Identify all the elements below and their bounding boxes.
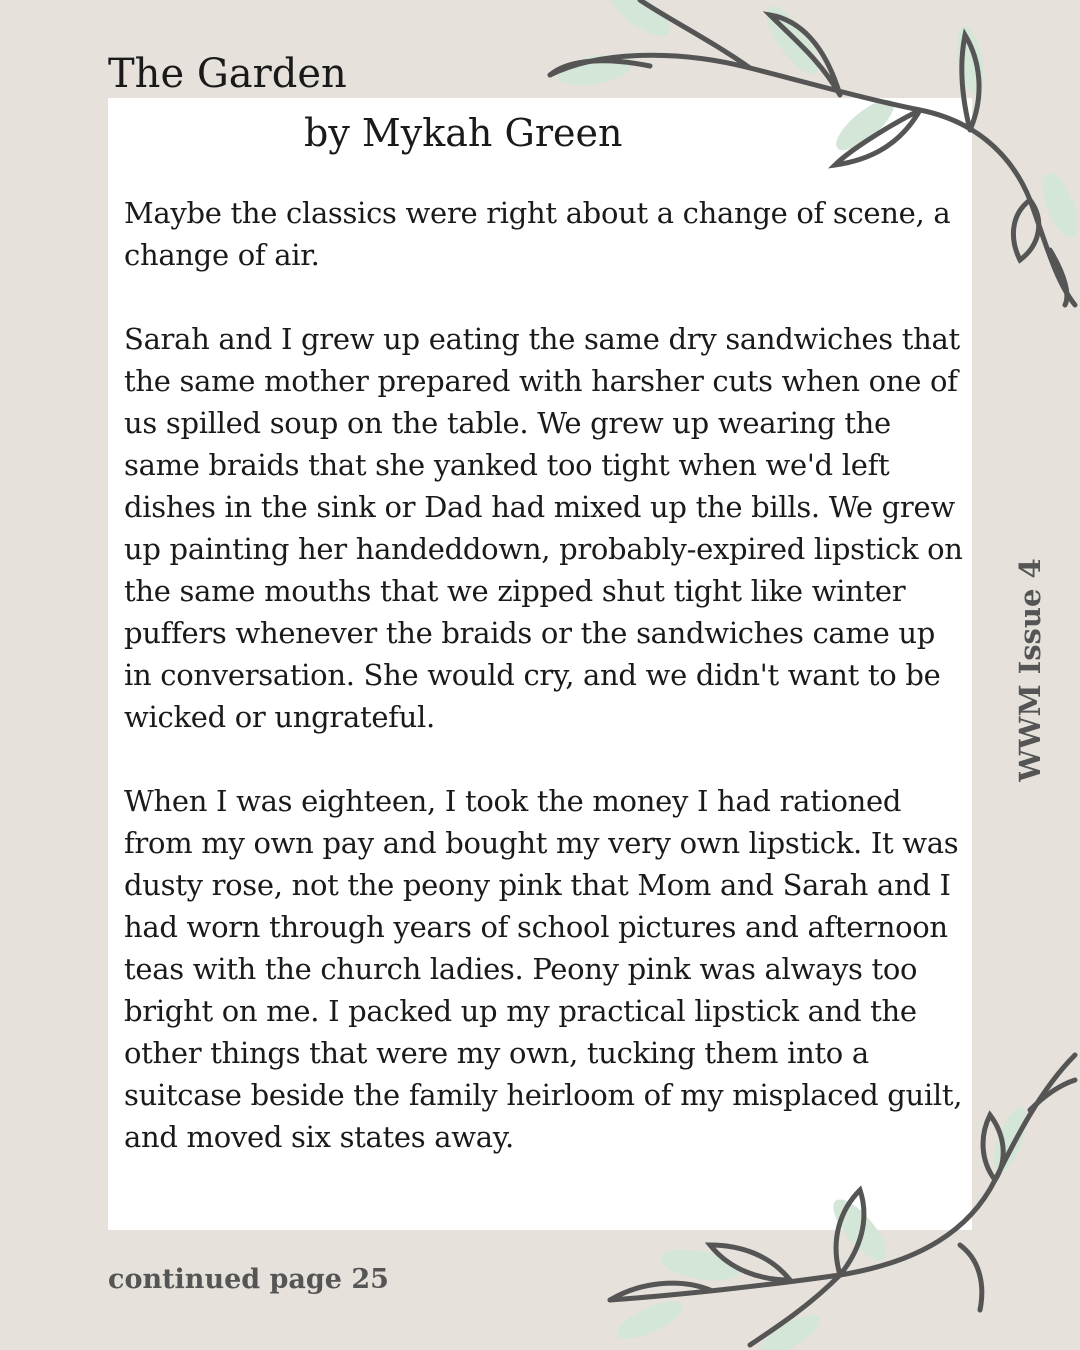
article-paragraph: Sarah and I grew up eating the same dry sandwiches that the same mother prepared with harsher cuts when one of us spilled soup on the table. We grew up wearing the same braids that she yanked too tight when we'd left dishes in the sink or Dad had mixed up the bills. We grew up painting her handeddown, probably-expired lipstick on the same mouths that we zipped shut tight like winter puffers whenever the braids or the sandwiches came up in conversation. She would cry, and we didn't want to be wicked or ungrateful. <box>124 322 963 734</box>
article-paragraph: Maybe the classics were right about a change of scene, a change of air. <box>124 196 951 272</box>
article-body <box>124 192 964 1200</box>
article-title: The Garden <box>108 51 347 97</box>
byline: by Mykah Green <box>304 111 623 155</box>
continued-label: continued page 25 <box>108 1264 389 1295</box>
article-paragraph: When I was eighteen, I took the money I had rationed from my own pay and bought my very own lipstick. It was dusty rose, not the peony pink that Mom and Sarah and I had worn through years of school pictures and afternoon teas with the church ladies. Peony pink was always too bright on me. I packed up my practical lipstick and the other things that were my own, tucking them into a suitcase beside the family heirloom of my misplaced guilt, and moved six states away. <box>124 784 963 1154</box>
issue-label: WWM Issue 4 <box>1013 558 1047 782</box>
